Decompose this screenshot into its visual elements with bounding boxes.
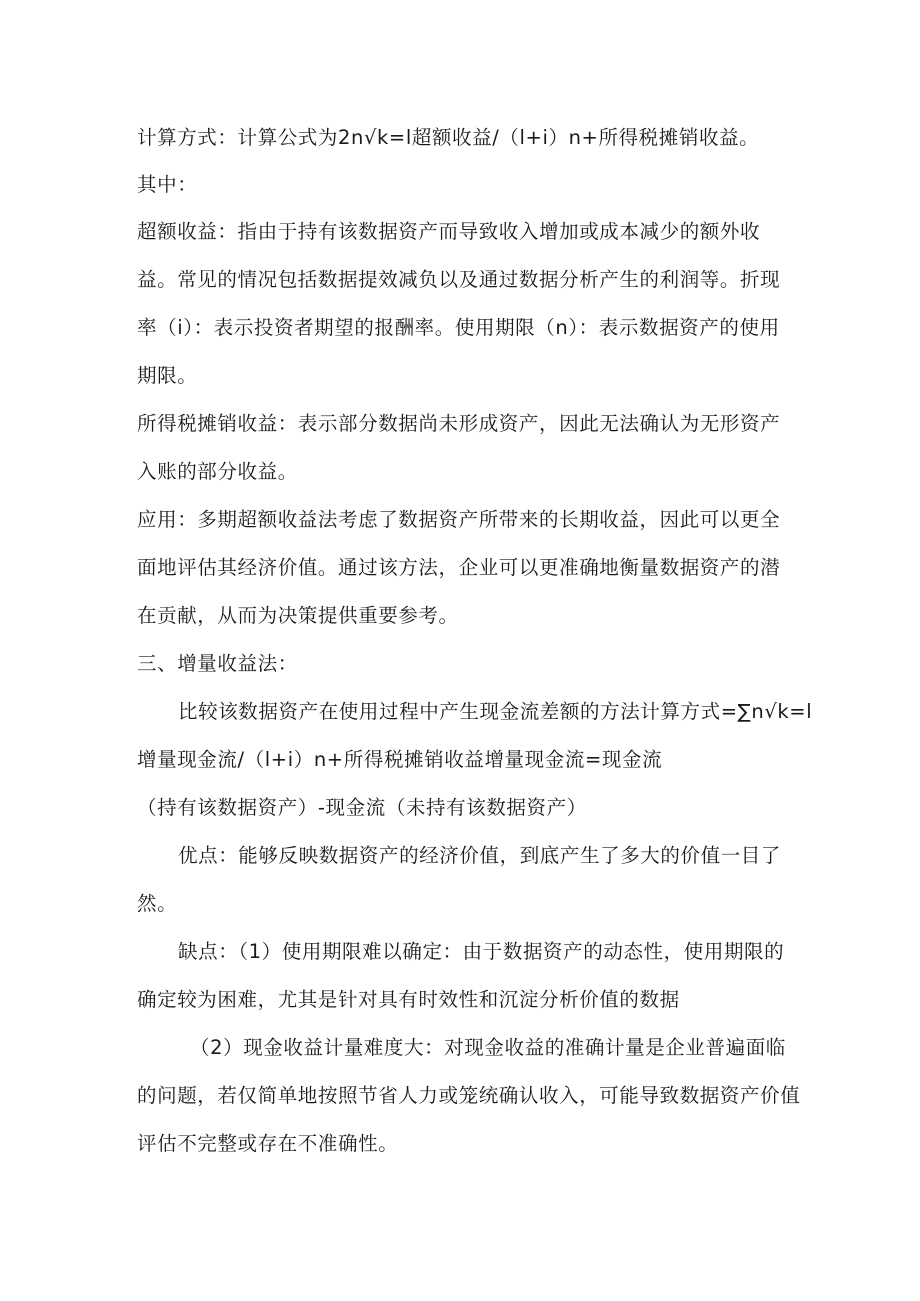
text-line: 优点：能够反映数据资产的经济价值，到底产生了多大的价值一目了 (178, 844, 782, 867)
text-line: 面地评估其经济价值。通过该方法，企业可以更准确地衡量数据资产的潜 (137, 556, 781, 579)
text-line: 益。常见的情况包括数据提效减负以及通过数据分析产生的利润等。折现 (137, 268, 781, 291)
text-line: 然。 (137, 892, 178, 915)
text-line: 入账的部分收益。 (137, 460, 298, 483)
text-line: 比较该数据资产在使用过程中产生现金流差额的方法计算方式=∑n√k=l (178, 700, 813, 723)
text-line: 所得税摊销收益：表示部分数据尚未形成资产，因此无法确认为无形资产 (137, 412, 781, 435)
text-line: （持有该数据资产）-现金流（未持有该数据资产） (137, 796, 587, 819)
text-line: 超额收益：指由于持有该数据资产而导致收入增加或成本减少的额外收 (137, 220, 761, 243)
text-line: （2）现金收益计量难度大：对现金收益的准确计量是企业普遍面临 (190, 1036, 786, 1059)
text-line: 应用：多期超额收益法考虑了数据资产所带来的长期收益，因此可以更全 (137, 508, 781, 531)
text-line: 缺点：（1）使用期限难以确定：由于数据资产的动态性，使用期限的 (178, 940, 785, 963)
text-line: 增量现金流/（l+i）n+所得税摊销收益增量现金流=现金流 (137, 748, 663, 771)
text-line: 计算方式：计算公式为2n√k=l超额收益/（l+i）n+所得税摊销收益。 (137, 126, 760, 149)
text-line: 在贡献，从而为决策提供重要参考。 (137, 604, 459, 627)
text-line: 期限。 (137, 364, 198, 387)
text-line: 其中： (137, 173, 198, 196)
text-line: 率（i）：表示投资者期望的报酬率。使用期限（n）：表示数据资产的使用 (137, 316, 780, 339)
text-line: 的问题，若仅简单地按照节省人力或笼统确认收入，可能导致数据资产价值 (137, 1084, 801, 1107)
text-line: 评估不完整或存在不准确性。 (137, 1132, 399, 1155)
section-heading: 三、增量收益法： (137, 652, 298, 675)
text-line: 确定较为困难，尤其是针对具有时效性和沉淀分析价值的数据 (137, 988, 680, 1011)
